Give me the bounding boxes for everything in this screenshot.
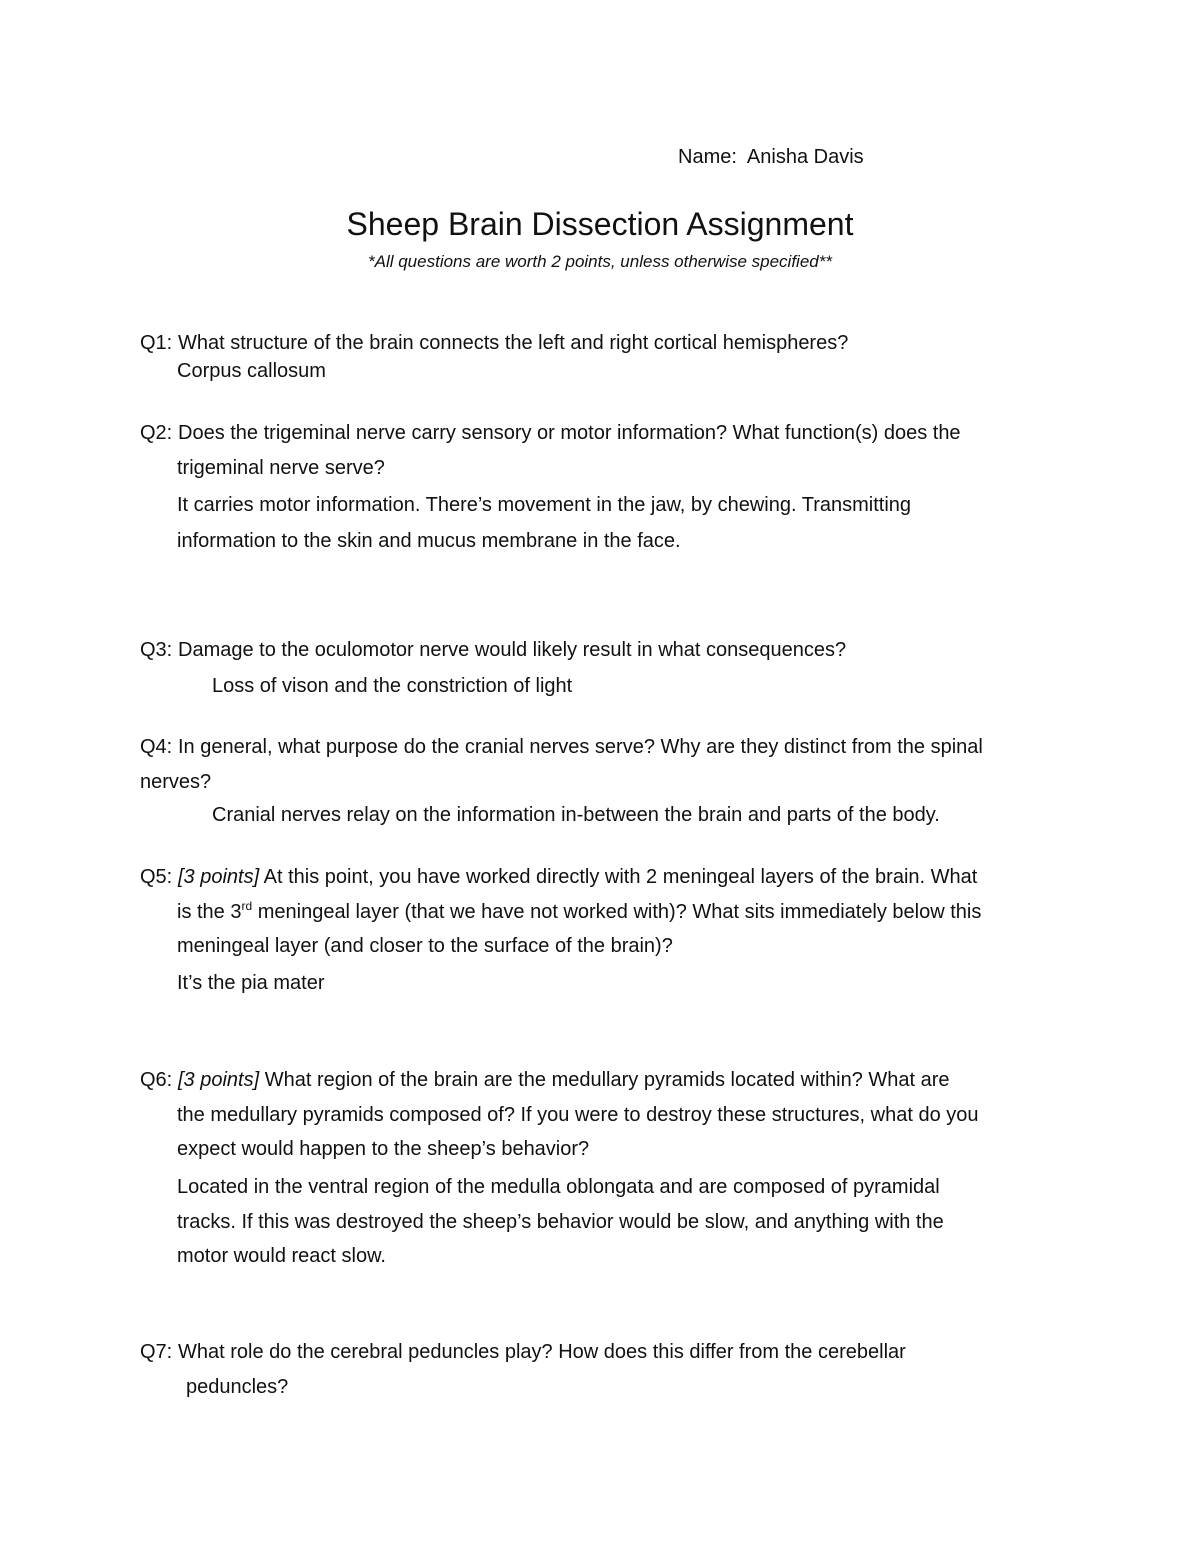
q4-answer: Cranial nerves relay on the information in-between the brain and parts of the body.	[212, 804, 940, 826]
q6-answer-line-2: tracks. If this was destroyed the sheep’s behavior would be slow, and anything with the	[177, 1211, 944, 1233]
q5-points: [3 points]	[178, 866, 260, 888]
name-label: Name:	[678, 146, 737, 168]
q5-line-3: meningeal layer (and closer to the surface of the brain)?	[177, 935, 673, 957]
q3-question	[140, 637, 846, 663]
q6-answer-line-1: Located in the ventral region of the medulla oblongata and are composed of pyramidal	[177, 1176, 940, 1198]
q2-question	[140, 420, 961, 446]
q2-line-1: Does the trigeminal nerve carry sensory or motor information? What function(s) does the	[178, 422, 961, 444]
q4-question	[140, 734, 983, 760]
q7-question	[140, 1339, 906, 1365]
q2-answer-line-1: It carries motor information. There’s movement in the jaw, by chewing. Transmitting	[177, 494, 912, 516]
points-note: *All questions are worth 2 points, unless otherwise specified**	[368, 252, 832, 271]
q6-question	[140, 1067, 950, 1093]
q4-line-1: In general, what purpose do the cranial nerves serve? Why are they distinct from the spinal	[178, 736, 983, 758]
q6-label: Q6:	[140, 1069, 173, 1091]
q5-line-2	[177, 899, 981, 925]
q6-points: [3 points]	[178, 1069, 260, 1091]
q7-line-1: What role do the cerebral peduncles play? How does this differ from the cerebellar	[178, 1341, 906, 1363]
q5-ordinal-suffix: rd	[241, 899, 253, 913]
q2-line-2: trigeminal nerve serve?	[177, 457, 385, 479]
q1-line-1: What structure of the brain connects the left and right cortical hemispheres?	[178, 332, 849, 354]
q6-answer-line-3: motor would react slow.	[177, 1245, 386, 1267]
student-name-line	[678, 144, 864, 170]
q5-line-2-start: is the 3	[177, 901, 242, 923]
q1-label: Q1:	[140, 332, 173, 354]
q5-label: Q5:	[140, 866, 173, 888]
q3-answer: Loss of vison and the constriction of light	[212, 675, 573, 697]
q5-line-1: At this point, you have worked directly with 2 meningeal layers of the brain. What	[263, 866, 978, 888]
q4-line-2: nerves?	[140, 771, 212, 793]
q3-line-1: Damage to the oculomotor nerve would likely result in what consequences?	[178, 639, 847, 661]
q3-label: Q3:	[140, 639, 173, 661]
q2-answer-line-2: information to the skin and mucus membrane in the face.	[177, 530, 681, 552]
q6-line-2: the medullary pyramids composed of? If you were to destroy these structures, what do you	[177, 1104, 979, 1126]
q7-label: Q7:	[140, 1341, 173, 1363]
page-title: Sheep Brain Dissection Assignment	[346, 206, 854, 242]
q1-question	[140, 330, 848, 356]
q4-label: Q4:	[140, 736, 173, 758]
student-name: Anisha Davis	[746, 146, 864, 168]
q6-line-3: expect would happen to the sheep’s behavior?	[177, 1138, 590, 1160]
q7-line-2: peduncles?	[186, 1376, 289, 1398]
q5-question	[140, 864, 977, 890]
q5-line-2-rest: meningeal layer (that we have not worked with)? What sits immediately below this	[257, 901, 982, 923]
q1-answer: Corpus callosum	[177, 360, 326, 382]
q5-answer: It’s the pia mater	[177, 972, 325, 994]
q2-label: Q2:	[140, 422, 173, 444]
q6-line-1: What region of the brain are the medullary pyramids located within? What are	[264, 1069, 950, 1091]
